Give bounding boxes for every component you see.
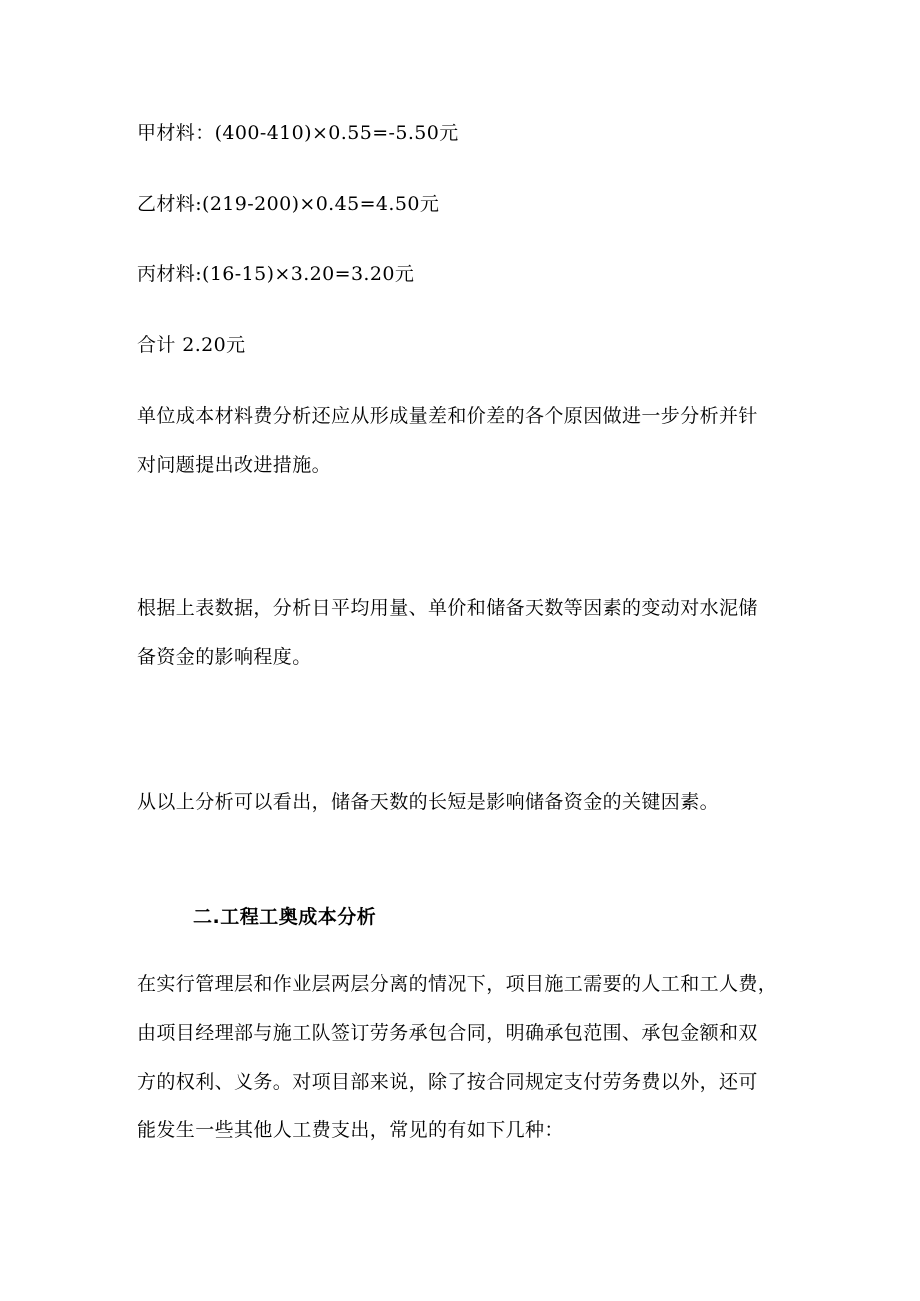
section-heading: 二.工程工奥成本分析 [193,906,377,928]
material-jia-calculation: 甲材料：(400-410)×0.55=-5.50元 [137,122,459,144]
cement-reserve-paragraph-line-1: 根据上表数据，分析日平均用量、单价和储备天数等因素的变动对水泥储 [137,597,758,619]
material-total: 合计 2.20元 [137,334,246,356]
labor-paragraph-line-1: 在实行管理层和作业层两层分离的情况下，项目施工需要的人工和工人费， [137,973,778,995]
labor-paragraph-line-2: 由项目经理部与施工队签订劳务承包合同，明确承包范围、承包金额和双 [137,1022,758,1044]
labor-paragraph-line-4: 能发生一些其他人工费支出，常见的有如下几种： [137,1119,564,1141]
cement-reserve-paragraph-line-2: 备资金的影响程度。 [137,646,312,668]
conclusion-paragraph: 从以上分析可以看出，储备天数的长短是影响储备资金的关键因素。 [137,791,720,813]
material-analysis-paragraph-line-1: 单位成本材料费分析还应从形成量差和价差的各个原因做进一步分析并针 [137,405,758,427]
material-yi-calculation: 乙材料:(219-200)×0.45=4.50元 [137,193,440,215]
material-analysis-paragraph-line-2: 对问题提出改进措施。 [137,454,332,476]
labor-paragraph-line-3: 方的权利、义务。对项目部来说，除了按合同规定支付劳务费以外，还可 [137,1071,758,1093]
material-bing-calculation: 丙材料:(16-15)×3.20=3.20元 [137,263,415,285]
